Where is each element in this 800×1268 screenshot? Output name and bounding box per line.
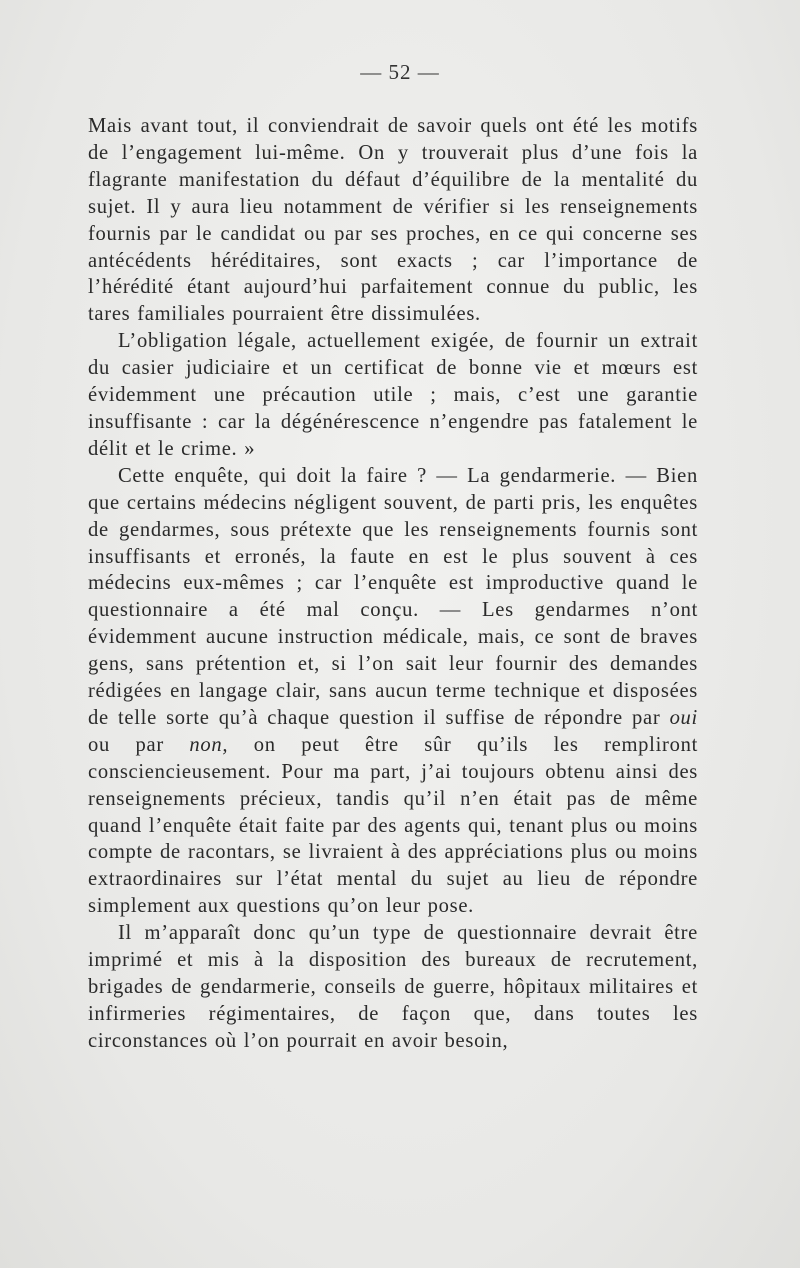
paragraph-3-non: non,	[189, 733, 229, 756]
page-number: — 52 —	[360, 60, 440, 84]
paragraph-3-oui: oui	[669, 706, 698, 729]
body-text	[88, 113, 698, 1055]
paragraph-1: Mais avant tout, il conviendrait de savoir quels ont été les motifs de l’engagement lui-même. On y trouverait plus d’une fois la flagrante manifestation du défaut d’équilibre de la mentalité du sujet. Il y aura lieu notamment de vérifier si les renseignements fournis par le candidat ou par ses proches, en ce qui concerne ses antécédents héréditaires, sont exacts ; car l’importance de l’hérédité étant aujourd’hui parfaitement connue du public, les tares familiales pourraient être dissimulées.	[88, 115, 698, 326]
paragraph-3-mid: ou par	[88, 733, 164, 756]
paragraph-3-end: on peut être sûr qu’ils les rempliront consciencieusement. Pour ma part, j’ai toujours obtenu ainsi des renseignements précieux, tandis qu’il n’en était pas de même quand l’enquête était faite par des agents qui, tenant plus ou moins compte de racontars, se livraient à des appréciations plus ou moins extraordinaires sur l’état mental du sujet au lieu de répondre simplement aux questions qu’on leur pose.	[88, 733, 698, 918]
paragraph-2: L’obligation légale, actuellement exigée, de fournir un extrait du casier judiciaire et un certificat de bonne vie et mœurs est évidemment une précaution utile ; mais, c’est une garantie insuffisante : car la dégénérescence n’engendre pas fatalement le délit et le crime. »	[88, 330, 698, 460]
paragraph-3-text: Cette enquête, qui doit la faire ? — La gendarmerie. — Bien que certains médecins négligent souvent, de parti pris, les enquêtes de gendarmes, sous prétexte que les renseignements fournis sont insuffisants et erronés, la faute en est le plus souvent à ces médecins eux-mêmes ; car l’enquête est improductive quand le questionnaire a été mal conçu. — Les gendarmes n’ont évidemment aucune instruction médicale, mais, ce sont de braves gens, sans prétention et, si l’on sait leur fournir des demandes rédigées en langage clair, sans aucun terme technique et disposées de telle sorte qu’à chaque question il suffise de répondre par	[88, 464, 698, 729]
paragraph-3	[88, 463, 698, 920]
paragraph-4: Il m’apparaît donc qu’un type de questionnaire devrait être imprimé et mis à la disposition des bureaux de recrutement, brigades de gendarmerie, conseils de guerre, hôpitaux militaires et infirmeries régimentaires, de façon que, dans toutes les circonstances où l’on pourrait en avoir besoin,	[88, 922, 698, 1052]
